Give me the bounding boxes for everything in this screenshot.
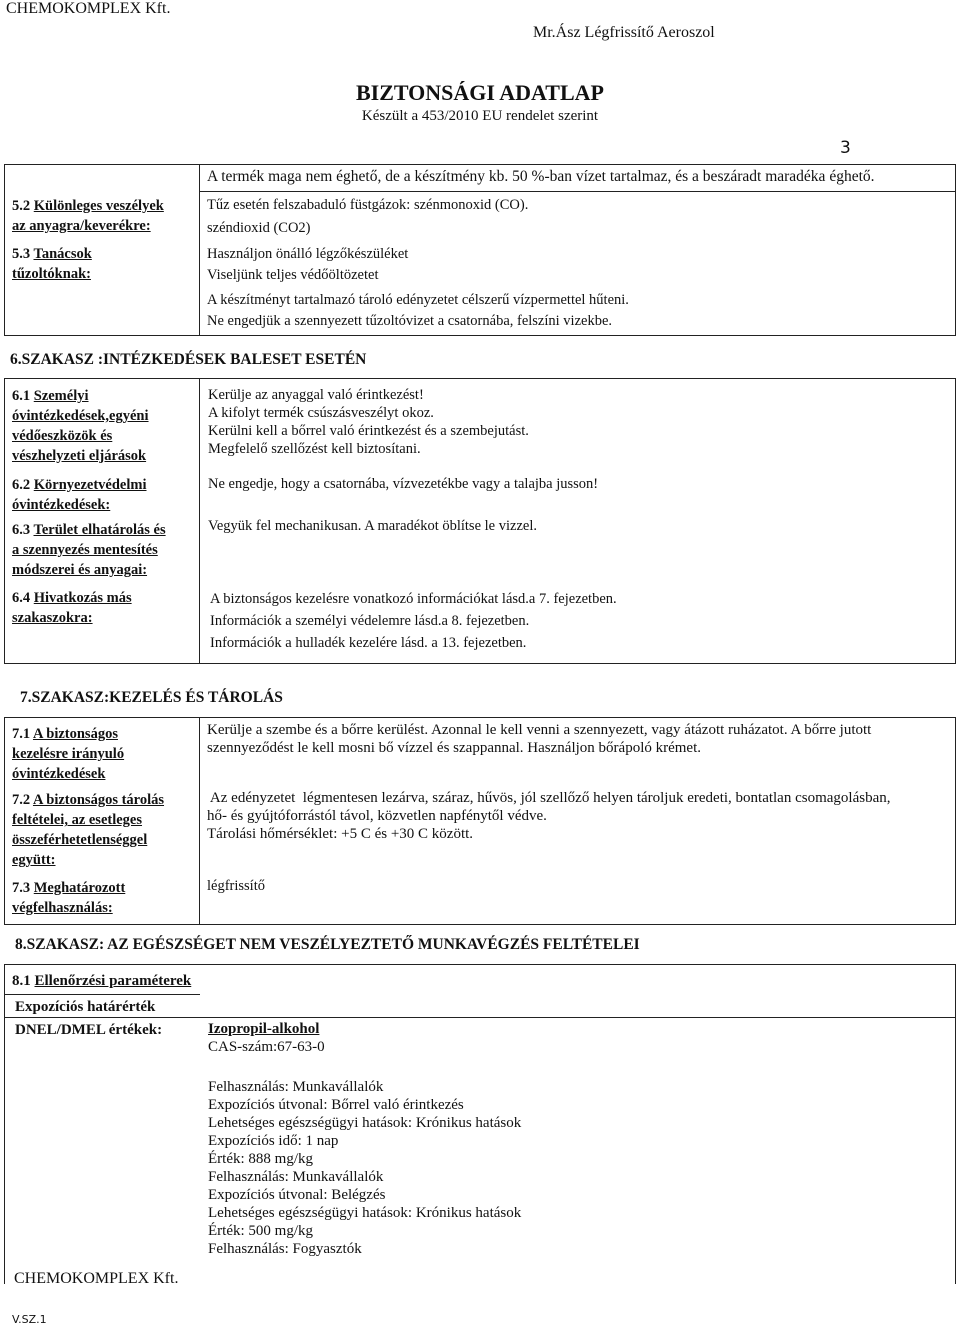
label-5-2: 5.2 Különleges veszélyek az anyagra/keverékre: <box>12 198 164 234</box>
label-6-1: 6.1 Személyi óvintézkedések,egyéni védőeszközök és vészhelyzeti eljárások <box>12 388 149 464</box>
section6-2-text: Ne engedje, hogy a csatornába, vízvezetékbe vagy a talajba jusson! <box>208 476 599 492</box>
label-8-1: 8.1 Ellenőrzési paraméterek <box>12 973 192 989</box>
section7-3-text: légfrissítő <box>207 878 265 894</box>
section6-4-text: A biztonságos kezelésre vonatkozó információkat lásd.a 7. fejezetben. Információk a személyi védelemre lásd.a 8. fejezetben. Információk a hulladék kezelére lásd. a 13. fejezetben. <box>210 591 617 651</box>
section6-1-text: Kerülje az anyaggal való érintkezést! A kifolyt termék csúszásveszélyt okoz. Kerülni kell a bőrrel való érintkezést és a szembejutást. Megfelelő szellőzést kell biztosítani. <box>208 387 529 457</box>
header-company: CHEMOKOMPLEX Kft. <box>6 0 171 17</box>
section5-line-4: Viseljünk teljes védőöltözetet <box>207 267 379 283</box>
section8-rule-2 <box>4 1017 956 1018</box>
document-subtitle: Készült a 453/2010 EU rendelet szerint <box>361 108 599 124</box>
exposure-limit-label: Expozíciós határérték <box>15 999 156 1015</box>
section6-heading: 6.SZAKASZ :INTÉZKEDÉSEK BALESET ESETÉN <box>10 351 367 368</box>
page-number: 3 <box>840 138 851 158</box>
document-title: BIZTONSÁGI ADATLAP <box>356 80 604 105</box>
label-5-3: 5.3 Tanácsok tűzoltóknak: <box>12 246 92 282</box>
section5-top-rule <box>199 191 956 192</box>
footer-company: CHEMOKOMPLEX Kft. <box>14 1270 179 1287</box>
cas-number: CAS-szám:67-63-0 <box>208 1039 325 1055</box>
dnel-label: DNEL/DMEL értékek: <box>15 1022 163 1038</box>
label-7-1: 7.1 A biztonságos kezelésre irányuló óvintézkedések <box>12 726 125 782</box>
section5-line-0: A termék maga nem éghető, de a készítmény kb. 50 %-ban vízet tartalmaz, és a beszáradt maradéka éghető. <box>207 168 875 185</box>
section5-line-5: A készítményt tartalmazó tároló edényzetet célszerű vízpermettel hűteni. <box>207 292 629 308</box>
label-6-2: 6.2 Környezetvédelmi óvintézkedések: <box>12 477 147 513</box>
section7-1-text: Kerülje a szembe és a bőrre kerülést. Azonnal le kell venni a szennyezett, vagy átázott ruházatot. A bőrre jutott szennyeződést le kell mosni bő vízzel és szappannal. Használjon bőrápoló krémet. <box>207 722 872 756</box>
section7-divider <box>199 717 200 925</box>
section5-line-3: Használjon önálló légzőkészüléket <box>207 246 409 262</box>
section5-line-2: széndioxid (CO2) <box>207 220 311 236</box>
label-6-4: 6.4 Hivatkozás más szakaszokra: <box>12 590 132 626</box>
section7-2-text: Az edényzetet légmentesen lezárva, száraz, hűvös, jól szellőző helyen tároljuk eredeti, bontatlan csomagolásban, hő- és gyújtóforrástól távol, közvetlen napfénytől védve. Tárolási hőmérséklet: +5 C és +30 C között. <box>207 790 891 842</box>
label-7-3: 7.3 Meghatározott végfelhasználás: <box>12 880 126 916</box>
substance-name: Izopropil-alkohol <box>208 1021 320 1037</box>
label-6-3: 6.3 Terület elhatárolás és a szennyezés mentesítés módszerei és anyagai: <box>12 522 166 578</box>
section5-line-1: Tűz esetén felszabaduló füstgázok: szénmonoxid (CO). <box>207 197 529 213</box>
section6-divider <box>199 378 200 664</box>
section7-heading: 7.SZAKASZ:KEZELÉS ÉS TÁROLÁS <box>20 689 283 706</box>
section6-3-text: Vegyük fel mechanikusan. A maradékot öblítse le vizzel. <box>208 518 537 534</box>
header-product: Mr.Ász Légfrissítő Aeroszol <box>533 24 715 41</box>
footer-version: V.SZ.1 <box>12 1313 47 1326</box>
dnel-details: Felhasználás: Munkavállalók Expozíciós útvonal: Bőrrel való érintkezés Lehetséges egészségügyi hatások: Krónikus hatások Expozíciós idő: 1 nap Érték: 888 mg/kg Felhasználás: Munkavállalók Expozíciós útvonal: Belégzés Lehetséges egészségügyi hatások: Krónikus hatások Érték: 500 mg/kg Felhasználás: Fogyasztók <box>208 1079 522 1257</box>
section5-line-6: Ne engedjük a szennyezett tűzoltóvizet a csatornába, felszíni vizekbe. <box>207 313 613 329</box>
label-7-2: 7.2 A biztonságos tárolás feltételei, az esetleges összeférhetetlenséggel együtt: <box>12 792 165 868</box>
section8-rule-1 <box>4 994 200 995</box>
section8-heading: 8.SZAKASZ: AZ EGÉSZSÉGET NEM VESZÉLYEZTETŐ MUNKAVÉGZÉS FELTÉTELEI <box>15 936 640 953</box>
section5-divider <box>199 164 200 336</box>
